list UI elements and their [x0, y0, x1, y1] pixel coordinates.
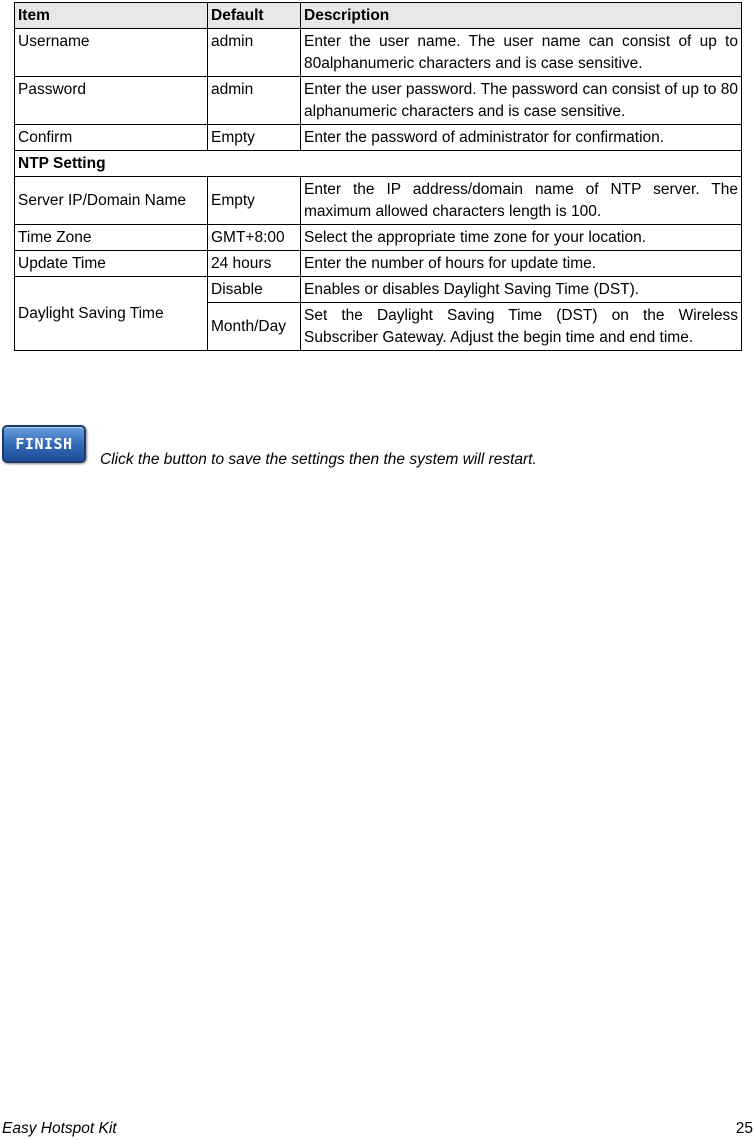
row-item: Password: [15, 77, 208, 125]
table-row: [15, 177, 742, 225]
row-item: Time Zone: [15, 225, 208, 251]
row-default: admin: [208, 29, 301, 77]
settings-table: [14, 2, 742, 351]
page-number: 25: [735, 1120, 753, 1137]
row-default: GMT+8:00: [208, 225, 301, 251]
footer-title: Easy Hotspot Kit: [2, 1120, 117, 1137]
table-row: [15, 277, 742, 303]
row-item: Update Time: [15, 251, 208, 277]
row-default: Empty: [208, 177, 301, 225]
finish-button[interactable]: FINISH: [2, 425, 86, 463]
table-row: [15, 29, 742, 77]
finish-note: Click the button to save the settings then the system will restart.: [100, 451, 537, 468]
table-row: [15, 125, 742, 151]
row-default: 24 hours: [208, 251, 301, 277]
row-description: Enter the user name. The user name can consist of up to 80alphanumeric characters and is case sensitive.: [301, 29, 742, 77]
row-item: Daylight Saving Time: [15, 277, 208, 351]
row-item: Server IP/Domain Name: [15, 177, 208, 225]
row-description: Enter the number of hours for update time.: [301, 251, 742, 277]
header-item: Item: [15, 3, 208, 29]
section-title: NTP Setting: [15, 151, 742, 177]
table-header-row: [15, 3, 742, 29]
row-default: Empty: [208, 125, 301, 151]
row-description: Enter the password of administrator for confirmation.: [301, 125, 742, 151]
section-row-ntp: [15, 151, 742, 177]
row-default: Month/Day: [208, 303, 301, 351]
row-description: Select the appropriate time zone for your location.: [301, 225, 742, 251]
row-description: Set the Daylight Saving Time (DST) on the Wireless Subscriber Gateway. Adjust the begin time and end time.: [301, 303, 742, 351]
row-item: Confirm: [15, 125, 208, 151]
row-description: Enter the IP address/domain name of NTP server. The maximum allowed characters length is 100.: [301, 177, 742, 225]
header-description: Description: [301, 3, 742, 29]
row-description: Enter the user password. The password can consist of up to 80 alphanumeric characters and is case sensitive.: [301, 77, 742, 125]
table-row: [15, 225, 742, 251]
table-row: [15, 251, 742, 277]
row-default: Disable: [208, 277, 301, 303]
header-default: Default: [208, 3, 301, 29]
table-row: [15, 77, 742, 125]
row-item: Username: [15, 29, 208, 77]
row-description: Enables or disables Daylight Saving Time (DST).: [301, 277, 742, 303]
row-default: admin: [208, 77, 301, 125]
